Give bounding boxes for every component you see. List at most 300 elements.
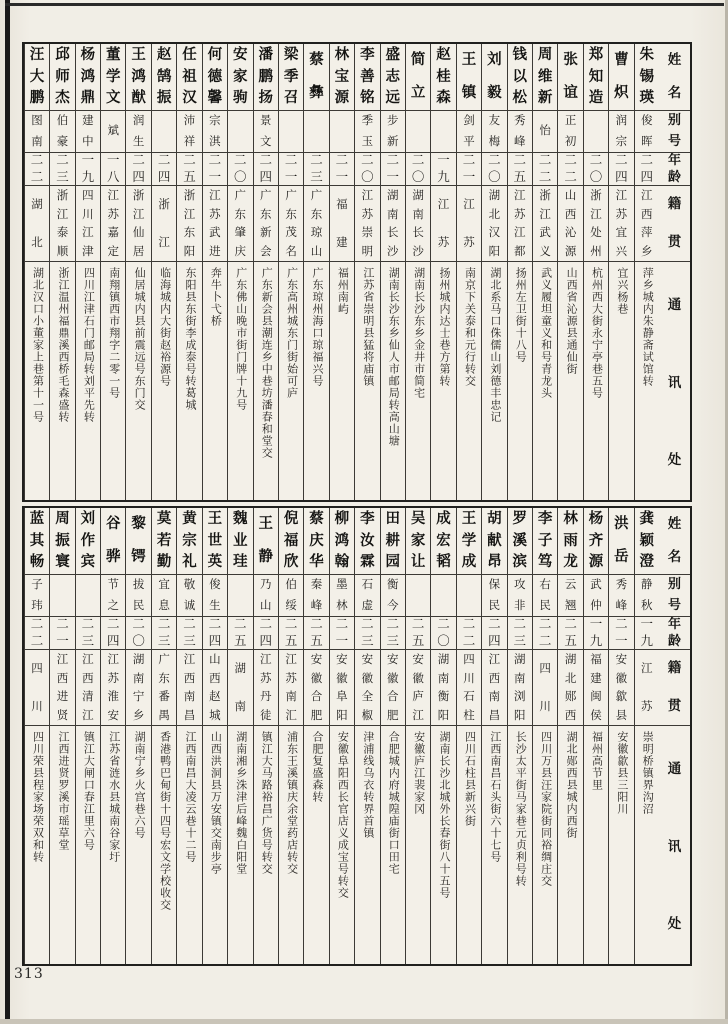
address-text: 四川万县汪家院街同裕绸庄交 (539, 731, 553, 888)
address-text: 合肥城内府城隍庙街口田宅 (387, 731, 401, 876)
character: 林 (336, 597, 348, 612)
person-origin (406, 649, 430, 725)
character: 五 (564, 632, 577, 648)
address-text: 湖南长沙北城外长春街八十五号 (438, 731, 452, 900)
person-address (584, 725, 608, 964)
character: 谷 (106, 515, 121, 533)
character: 静 (258, 548, 273, 566)
address-text: 江西南昌石头街六十七号 (488, 731, 502, 864)
character: 九 (81, 168, 95, 184)
character: 浙 (590, 187, 602, 202)
character: 武 (539, 225, 551, 240)
character: 号 (667, 133, 681, 149)
character: 曹 (614, 51, 629, 69)
character: 姓 (667, 515, 682, 532)
character: 远 (385, 89, 400, 107)
person-address (152, 725, 176, 964)
person-column (456, 508, 481, 964)
person-age (457, 616, 481, 650)
character: 张 (563, 51, 578, 69)
character: 一 (335, 168, 349, 184)
character: 颖 (639, 531, 655, 549)
person-origin (76, 185, 100, 261)
person-address (609, 725, 633, 964)
person-name (508, 508, 532, 574)
character: 居 (132, 243, 145, 258)
person-column (24, 44, 49, 500)
character: 顺 (56, 243, 69, 258)
character: 江 (641, 187, 653, 202)
person-column (634, 508, 659, 964)
address-text: 南翔镇西市翔字二零一号 (107, 267, 121, 400)
person-name (457, 44, 481, 110)
address-text: 山西洪洞县万安镇交南步亭 (209, 731, 223, 876)
character: 江 (488, 651, 501, 666)
address-text: 江苏省崇明县猛将庙镇 (361, 267, 375, 388)
character: 福 (336, 197, 348, 212)
person-column (507, 508, 532, 964)
character: 年 (667, 617, 681, 633)
character: 浙 (56, 187, 69, 202)
character: 二 (310, 616, 323, 632)
character: 翰 (334, 553, 350, 571)
person-column (100, 508, 125, 964)
character: 仙 (132, 225, 145, 240)
character: 清 (82, 689, 94, 704)
person-name (635, 508, 659, 574)
person-alias (25, 574, 49, 616)
character: 宗 (182, 531, 197, 549)
character: 振 (55, 531, 70, 549)
character: 广 (285, 187, 297, 202)
person-alias (279, 574, 303, 616)
character: 梁 (283, 45, 299, 63)
person-alias (406, 110, 430, 152)
character: 汪 (29, 45, 45, 63)
character: 衡 (386, 577, 399, 592)
person-alias (635, 110, 659, 152)
character: 四 (640, 168, 654, 184)
character: 汉 (488, 225, 501, 240)
character: 振 (156, 89, 172, 107)
character: 江 (183, 206, 196, 221)
person-origin (279, 649, 303, 725)
character: 息 (158, 597, 170, 612)
address-text: 福州高节里 (590, 731, 604, 792)
character: 籍 (667, 660, 682, 677)
address-text: 四川石柱县新兴街 (463, 731, 477, 828)
person-address (431, 261, 455, 500)
person-name (330, 44, 354, 110)
character: 澄 (639, 553, 655, 571)
person-column (75, 508, 100, 964)
character: 虚 (361, 597, 374, 612)
character: 献 (487, 531, 502, 549)
person-age (558, 152, 582, 186)
character: 生 (209, 597, 221, 612)
header-alias-label (659, 110, 690, 152)
character: 南 (514, 670, 526, 685)
person-alias (152, 110, 176, 152)
directory-table-top (22, 42, 692, 502)
person-address (533, 261, 557, 500)
character: 广 (310, 187, 323, 202)
character: 安 (310, 651, 323, 666)
person-name (279, 508, 303, 574)
character: 阳 (514, 707, 526, 722)
address-text: 湖南长沙东乡金井市简宅 (412, 267, 426, 400)
character: 谊 (563, 84, 578, 102)
character: 子 (537, 531, 553, 549)
character: 五 (183, 168, 196, 184)
address-text: 四川江津石门邮局转刘平先转 (82, 267, 96, 424)
person-origin (228, 185, 252, 261)
character: 四 (259, 632, 272, 648)
character: 滨 (512, 553, 528, 571)
character: 西 (488, 670, 501, 685)
character: 杨 (80, 45, 96, 63)
character: 龄 (667, 169, 681, 185)
character: 浏 (514, 689, 526, 704)
character: 攻 (514, 577, 526, 592)
character: 庆 (234, 243, 247, 258)
character: 宗 (209, 113, 221, 128)
person-alias (177, 110, 201, 152)
character: 都 (514, 243, 526, 258)
person-name (50, 44, 74, 110)
character: 鸿 (334, 531, 350, 549)
character: 二 (183, 152, 196, 168)
person-column (151, 44, 176, 500)
character: 家 (410, 531, 426, 549)
address-text: 湖南长沙东乡仙人市邮局转高山塘 (387, 267, 401, 448)
character: 湖 (514, 651, 526, 666)
character: 鸿 (131, 67, 146, 85)
character: 宏 (436, 531, 451, 549)
character: 成 (461, 553, 477, 571)
header-age-label (659, 616, 690, 650)
character: 玮 (31, 597, 43, 612)
person-alias (254, 574, 278, 616)
character: 南 (437, 670, 450, 685)
character: 籍 (667, 196, 682, 213)
character: 二 (462, 616, 476, 632)
character: 锡 (639, 67, 655, 85)
person-name (126, 508, 150, 574)
person-origin (584, 185, 608, 261)
person-age (25, 616, 49, 650)
person-age (203, 152, 227, 186)
person-origin (482, 185, 506, 261)
character: 斌 (107, 123, 120, 138)
character: 刘 (487, 51, 502, 69)
person-name (381, 44, 405, 110)
character: 之 (107, 597, 120, 612)
character: 山 (564, 187, 577, 202)
character: 昌 (488, 707, 501, 722)
address-text: 广东琼州海口琼福兴号 (311, 267, 324, 388)
person-column (557, 508, 582, 964)
person-column (583, 44, 608, 500)
character: 猷 (131, 89, 146, 107)
character: 徽 (386, 670, 399, 685)
character: 民 (132, 597, 145, 612)
character: 瑛 (639, 89, 655, 107)
character: 李 (360, 509, 375, 527)
character: 庐 (412, 689, 424, 704)
header-name-label (659, 44, 690, 110)
character: 业 (233, 531, 248, 549)
person-alias (533, 110, 557, 152)
character: 扬 (258, 89, 273, 107)
character: 东 (285, 206, 297, 221)
person-name (101, 44, 125, 110)
character: 林 (563, 509, 578, 527)
character: 四 (208, 632, 222, 648)
person-age (126, 152, 150, 186)
person-age (584, 616, 608, 650)
character: 师 (55, 67, 70, 85)
character: 造 (588, 89, 604, 107)
character: 新 (537, 89, 553, 107)
person-age (228, 152, 252, 186)
character: 徽 (310, 670, 323, 685)
character: 安 (336, 651, 348, 666)
character: 四 (132, 168, 145, 184)
person-name (406, 44, 430, 110)
character: 一 (462, 168, 476, 184)
character: 四 (488, 632, 501, 648)
address-text: 湖北郧西县城内西街 (565, 731, 579, 840)
person-age (152, 152, 176, 186)
address-text: 山西省沁源县通仙街 (565, 267, 579, 376)
character: 二 (411, 152, 425, 168)
character: 山 (259, 597, 272, 612)
character: 馨 (207, 89, 223, 107)
person-address (50, 725, 74, 964)
person-age (381, 152, 405, 186)
person-column (380, 44, 405, 500)
character: 耕 (385, 531, 400, 549)
character: 九 (437, 168, 450, 184)
person-age (25, 152, 49, 186)
person-age (406, 616, 430, 650)
person-origin (279, 185, 303, 261)
person-column (176, 44, 201, 500)
address-text: 镇江大马路裕昌广货号转交 (260, 731, 274, 876)
character: 〇 (488, 168, 501, 184)
character: 定 (107, 243, 120, 258)
character: 董 (106, 45, 121, 63)
character: 州 (590, 243, 602, 258)
person-column (430, 44, 455, 500)
character: 江 (514, 187, 526, 202)
character: 宁 (132, 689, 145, 704)
person-column (100, 44, 125, 500)
person-address (406, 261, 430, 500)
character: 年 (667, 153, 681, 169)
character: 保 (488, 577, 501, 592)
character: 作 (80, 531, 96, 549)
character: 阜 (336, 689, 348, 704)
character: 云 (564, 577, 577, 592)
character: 兴 (615, 243, 628, 258)
character: 二 (284, 616, 298, 632)
person-address (381, 261, 405, 500)
person-address (609, 261, 633, 500)
character: 南 (488, 689, 501, 704)
character: 五 (284, 632, 298, 648)
person-column (278, 508, 303, 964)
person-address (635, 261, 659, 500)
character: 二 (538, 616, 552, 632)
character: 季 (283, 67, 299, 85)
person-alias (254, 110, 278, 152)
address-text: 广东新会县潮连乡中巷坊潘春和堂交 (260, 267, 274, 460)
character: 名 (285, 243, 297, 258)
person-age (177, 616, 201, 650)
character: 江 (82, 225, 94, 240)
person-age (76, 152, 100, 186)
character: 肥 (386, 707, 399, 722)
character: 一 (437, 152, 450, 168)
person-column (24, 508, 49, 964)
character: 伯 (285, 577, 297, 592)
character: 峰 (615, 597, 628, 612)
person-name (533, 44, 557, 110)
character: 黄 (182, 509, 197, 527)
character: 八 (107, 168, 120, 184)
character: 泰 (56, 225, 69, 240)
person-origin (126, 185, 150, 261)
address-text: 合肥复盛森转 (311, 731, 324, 804)
person-origin (126, 649, 150, 725)
person-age (50, 152, 74, 186)
character: 生 (132, 133, 145, 148)
person-address (25, 725, 49, 964)
character: 江 (56, 651, 69, 666)
character: 进 (209, 243, 221, 258)
character: 刘 (80, 509, 96, 527)
person-column (202, 44, 227, 500)
person-address (279, 725, 303, 964)
person-age (101, 616, 125, 650)
page-number: 313 (14, 966, 44, 982)
character: 浙 (132, 187, 145, 202)
character: 四 (31, 661, 43, 676)
person-origin (508, 649, 532, 725)
character: 沙 (386, 243, 399, 258)
address-text: 萍乡城内朱静斋试馆转 (641, 267, 655, 388)
person-origin (533, 649, 557, 725)
person-alias (101, 110, 125, 152)
character: 三 (361, 632, 374, 648)
person-name (254, 44, 278, 110)
character: 俊 (641, 113, 653, 128)
character: 静 (641, 577, 653, 592)
character: 二 (335, 152, 349, 168)
address-text: 武义履坦童义和号青龙头 (539, 267, 553, 400)
person-name (228, 44, 252, 110)
person-origin (152, 185, 176, 261)
character: 王 (131, 45, 146, 63)
person-address (76, 725, 100, 964)
character: 让 (410, 553, 426, 571)
character: 淇 (209, 133, 221, 148)
person-age (76, 616, 100, 650)
character: 江 (259, 651, 272, 666)
character: 北 (31, 234, 43, 249)
character: 何 (207, 45, 223, 63)
character: 通 (667, 297, 682, 314)
person-origin (381, 649, 405, 725)
character: 骅 (106, 548, 121, 566)
character: 立 (410, 84, 426, 102)
character: 二 (361, 152, 374, 168)
character: 节 (107, 577, 120, 592)
person-column (354, 508, 379, 964)
scan-edge-bottom (0, 1019, 728, 1024)
character: 翘 (564, 597, 577, 612)
person-origin (25, 649, 49, 725)
character: 畅 (29, 553, 45, 571)
character: 周 (537, 45, 553, 63)
character: 江 (132, 206, 145, 221)
character: 东 (158, 670, 170, 685)
character: 一 (640, 616, 654, 632)
character: 三 (513, 632, 527, 648)
person-name (558, 508, 582, 574)
character: 王 (207, 509, 223, 527)
character: 赵 (156, 45, 172, 63)
person-column (227, 44, 252, 500)
person-column (329, 44, 354, 500)
character: 城 (209, 707, 221, 722)
character: 二 (564, 616, 577, 632)
character: 李 (360, 45, 375, 63)
character: 园 (385, 553, 400, 571)
character: 庆 (309, 531, 324, 549)
character: 宜 (615, 225, 628, 240)
person-address (50, 261, 74, 500)
character: 珪 (233, 553, 248, 571)
character: 江 (463, 197, 475, 212)
person-alias (482, 110, 506, 152)
person-alias (355, 110, 379, 152)
person-alias (558, 574, 582, 616)
character: 笃 (537, 553, 553, 571)
address-text: 湖北汉口小董家上巷第十一号 (31, 267, 45, 424)
character: 别 (667, 577, 681, 593)
header-address-label (659, 725, 690, 964)
character: 丹 (259, 689, 272, 704)
character: 苏 (259, 670, 272, 685)
character: 四 (539, 661, 551, 676)
person-age (609, 152, 633, 186)
character: 霖 (360, 553, 375, 571)
person-name (457, 508, 481, 574)
person-name (355, 44, 379, 110)
person-name (584, 44, 608, 110)
person-origin (203, 649, 227, 725)
character: 郑 (588, 45, 604, 63)
person-origin (609, 185, 633, 261)
person-alias (381, 110, 405, 152)
character: 祥 (183, 133, 196, 148)
character: 崇 (361, 225, 374, 240)
character: 二 (386, 616, 399, 632)
character: 江 (590, 206, 602, 221)
